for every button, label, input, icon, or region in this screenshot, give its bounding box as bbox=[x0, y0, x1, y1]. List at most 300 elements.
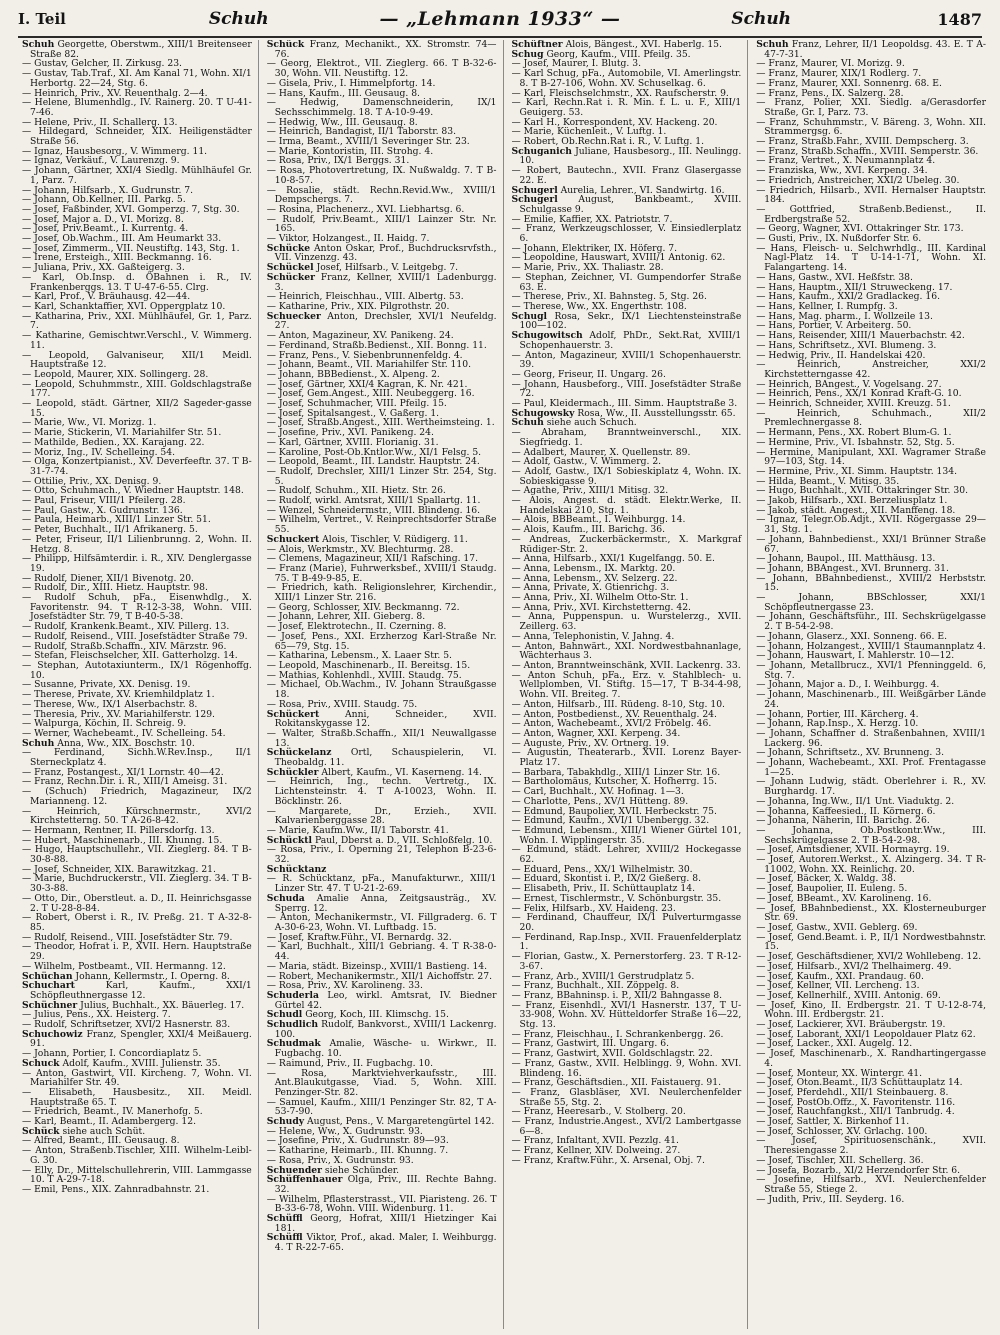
directory-entry bbox=[22, 331, 252, 350]
directory-entry bbox=[22, 845, 252, 864]
entry-text: Franz, Lehrer, II/1 Leopoldsg. 43. E. T A-47-7-31. bbox=[764, 40, 986, 60]
entry-text: — Emilie, Kaffier, XX. Patriotstr. 7. bbox=[511, 213, 673, 225]
entry-text: — Rudolf, Krankenk.Beamt., XIV. Pillerg. 13. bbox=[22, 621, 230, 633]
entry-text: — Johann, Maschinenarb., III. Weißgärber Lände 24. bbox=[756, 689, 986, 710]
directory-entry bbox=[22, 166, 252, 185]
entry-text: — Juliana, Priv., XX. Gaßteigerg. 3. bbox=[22, 262, 185, 274]
entry-text: — Josef, Schneider, XIX. Barawitzkag. 21. bbox=[22, 863, 216, 875]
column-3 bbox=[512, 40, 749, 1329]
entry-text: August, Bankbeamt., XVIII. Schulgasse 9. bbox=[519, 194, 742, 215]
entry-text: — Anton, Bahnwärt., XXI. Nordwestbahnanlage, Wächterhaus 3. bbox=[511, 640, 742, 662]
entry-surname: Schugl bbox=[511, 310, 548, 322]
entry-surname: Schücktl bbox=[266, 834, 313, 846]
directory-entry bbox=[22, 1088, 252, 1107]
directory-entry bbox=[756, 729, 986, 748]
directory-entry bbox=[512, 224, 742, 243]
entry-text: — Walter, Straßb.Schaffn., XII/1 Neuwallgasse 13. bbox=[266, 727, 497, 749]
directory-entry bbox=[512, 826, 742, 845]
entry-text: — Edmund, Baupolier, XVII. Herbeckstr. 75. bbox=[511, 805, 717, 817]
entry-text: — Rosa, Priv., XVIII. Staudg. 75. bbox=[266, 698, 418, 710]
entry-text: Alois, Bängest., XVI. Haberlg. 15. bbox=[565, 40, 722, 50]
entry-surname: Schuckert bbox=[266, 533, 320, 545]
directory-entry bbox=[512, 147, 742, 166]
keyword-left: Schuh bbox=[208, 9, 269, 29]
entry-text: — Margarete, Dr., Erzieh., XVII. Kalvarienberggasse 28. bbox=[266, 805, 497, 827]
entry-text: — Josef, Laborant, XXI/1 Leopoldauer Platz 62. bbox=[756, 1028, 976, 1040]
entry-text: — Robert, Ob.Rechn.Rat i. R., V. Luftg. 1. bbox=[511, 136, 705, 148]
entry-text: — Johann, Glaserz., XXI. Sonneng. 66. E. bbox=[756, 630, 947, 642]
entry-text: — Marie, Buchdruckerstr., VII. Zieglerg. 34. T B-30-3-88. bbox=[22, 873, 252, 895]
entry-text: — Alois, Angest. d. städt. Elektr.Werke, II. Handelskai 210, Stg. 1. bbox=[511, 495, 742, 516]
entry-text: — Leopold, Schuhmmstr., XIII. Goldschlagstraße 177. bbox=[22, 378, 252, 400]
page-header bbox=[18, 4, 982, 34]
entry-text: — Josef, Maurer, I. Blutg. 3. bbox=[511, 58, 641, 70]
directory-entry bbox=[267, 680, 497, 699]
entry-text: — Hans, Reisender, XIII/1 Mauerbachstr. 42. bbox=[756, 330, 965, 342]
entry-text: — Paul, Kleidermach., III. Simm. Hauptstraße 3. bbox=[511, 398, 738, 410]
entry-text: — Alois, BBBeamt., I. Weihburgg. 14. bbox=[511, 514, 686, 526]
entry-text: — Karl, Gärtner, XVIII. Florianig. 31. bbox=[266, 436, 439, 448]
entry-text: — Rudolf, Diener, XII/1 Bivenotg. 20. bbox=[22, 572, 194, 584]
entry-text: — Ignaz, Telegr.Ob.Adjt., XVII. Rögergasse 29—31, Stg. 1. bbox=[756, 514, 986, 536]
entry-text: — Karl H., Korrespondent, XV. Hackeng. 20. bbox=[511, 116, 718, 128]
entry-text: — Josef, Geschäftsdiener, XVI/2 Wohllebeng. 12. bbox=[756, 951, 982, 963]
entry-text: — Leopold, Galvaniseur, XII/1 Meidl. Hauptstraße 12. bbox=[22, 349, 252, 371]
page-title: — „Lehmann 1933“ — bbox=[379, 8, 621, 30]
entry-text: — Rosina, Plachenerz., XVI. Liebhartsg. 6. bbox=[266, 203, 465, 215]
entry-text: — Rudolf, Dir., XIII. Hietz. Hauptstr. 98. bbox=[22, 582, 208, 594]
entry-text: — Robert, Mechanikermstr., XII/1 Aichoffstr. 27. bbox=[266, 970, 493, 982]
entry-text: — Heinrich, Kürschnermstr., XVI/2 Kirchstetterng. 50. T A-26-8-42. bbox=[22, 805, 252, 827]
entry-text: — Hans, Fleisch- u. Selchwrhdlg., III. Kardinal Nagl-Platz 14. T U-14-1-71, Wohn. XI. Falangarteng. 14. bbox=[756, 242, 986, 274]
entry-text: Georg, Kaufm., VIII. Pfeilg. 35. bbox=[546, 48, 691, 60]
entry-text: — Johann, Gärtner, XXI/4 Siedlg. Mühlhäufel Gr. 1, Parz. 7. bbox=[22, 165, 252, 186]
entry-text: — Helene, Priv., II. Schallerg. 13. bbox=[22, 116, 178, 128]
entry-surname: Schuck bbox=[22, 1057, 60, 1069]
entry-text: — Therese, Ww., IX/1 Alserbachstr. 8. bbox=[22, 698, 198, 710]
directory-entry bbox=[756, 448, 986, 467]
entry-text: — Olga, Konzertpianist., XV. Deverfeeftr. 37. T B-31-7-74. bbox=[22, 456, 252, 477]
entry-text: — Anton, Postbedienst., XV. Reuenthalg. 24. bbox=[511, 708, 717, 720]
entry-surname: Schüffl bbox=[266, 1213, 303, 1225]
directory-entry bbox=[267, 942, 497, 961]
directory-entry bbox=[22, 593, 252, 622]
entry-text: — Franz, Gastwirt, XVII. Goldschlagstr. 22. bbox=[511, 1048, 713, 1060]
entry-text: — Franz, Straßb.Fahr., XVIII. Dempscherg. 3. bbox=[756, 136, 969, 148]
entry-text: — Therese, Priv., XI. Bahnsteg. 5, Stg. 26. bbox=[511, 291, 707, 303]
entry-surname: Schuender bbox=[266, 1164, 322, 1176]
entry-text: — Edmund, Kaufm., XVI/1 Ubenbergg. 32. bbox=[511, 815, 710, 827]
entry-text: — Ignaz, Verkäuf., V. Laurenzg. 9. bbox=[22, 155, 180, 167]
entry-text: — Helene, Ww., X. Gudrunstr. 93. bbox=[266, 1125, 423, 1137]
entry-text: — Josef, Gastw., XVII. Geblerg. 69. bbox=[756, 921, 918, 933]
entry-text: — Marie, Kontoristin, III. Strohg. 4. bbox=[266, 145, 434, 157]
directory-entry bbox=[267, 777, 497, 806]
entry-text: — Franz, Maurer, XIX/1 Rodlerg. 7. bbox=[756, 68, 922, 80]
directory-entry bbox=[22, 1185, 252, 1195]
entry-text: — Josef, Kellner, VII. Lercheng. 13. bbox=[756, 980, 920, 992]
entry-text: — Johann, Bahnbedienst., XXI/1 Brünner Straße 67. bbox=[756, 533, 986, 555]
entry-text: Georg, Koch, III. Klimschg. 15. bbox=[305, 1009, 449, 1021]
entry-text: — Adolf, Gastw., IX/1 Sobieskiplatz 4, Wohn. IX. Sobieskigasse 9. bbox=[511, 465, 742, 487]
entry-text: — Elisabeth, Priv., II. Schüttauplatz 14. bbox=[511, 883, 696, 895]
entry-text: — Karl, Ob.Insp. d. ÖBahnen i. R., IV. Frankenberggs. 13. T U-47-6-55. Clrg. bbox=[22, 271, 252, 293]
entry-surname: Schüftner bbox=[511, 40, 563, 50]
entry-text: — Philipp, Hilfsämterdir. i. R., XIV. Denglergasse 19. bbox=[22, 553, 252, 574]
entry-text: — Gustav, Tab.Traf., XI. Am Kanal 71, Wohn. XI/1 Herbortg. 22—24, Stg. 6. bbox=[22, 68, 252, 89]
directory-entry bbox=[22, 1146, 252, 1165]
entry-text: — Augustin, Theaterarb., XVII. Lorenz Bayer-Platz 17. bbox=[511, 747, 742, 769]
keyword-right: Schuh bbox=[731, 9, 792, 29]
entry-surname: Schugerl bbox=[511, 194, 558, 206]
directory-entry bbox=[756, 98, 986, 117]
entry-text: — Anna, Priv., XI. Wilhelm Otto-Str. 1. bbox=[511, 592, 689, 604]
directory-entry bbox=[267, 40, 497, 59]
entry-text: — Karl, Beamt., II. Adambergerg. 12. bbox=[22, 1116, 197, 1128]
entry-text: — Franz, Kraftw.Führ., X. Arsenal, Obj. 7. bbox=[511, 1154, 705, 1166]
entry-surname: Schück bbox=[22, 1125, 60, 1137]
entry-text: — Johanna, Ing.Ww., II/1 Unt. Viaduktg. 2. bbox=[756, 795, 955, 807]
entry-text: — Johann Ludwig, städt. Oberlehrer i. R., XV. Burghardg. 17. bbox=[756, 776, 986, 798]
entry-text: — Johanna, Näherin, III. Barichg. 26. bbox=[756, 815, 930, 827]
entry-text: — Franz, Pens., V. Siebenbrunnenfeldg. 4. bbox=[266, 349, 463, 361]
directory-entry bbox=[22, 40, 252, 59]
column-1 bbox=[22, 40, 259, 1329]
entry-text: — Therese, Private, XV. Kriemhildplatz 1. bbox=[22, 689, 215, 701]
entry-text: — Franz, Eisenhdl., XVI/1 Hasnerstr. 137, T U-33-908, Wohn. XV. Hütteldorfer Straße 16—22, Stg. 13. bbox=[511, 999, 742, 1031]
entry-text: — Josef, Elektrotechn., II. Czerning. 8. bbox=[266, 621, 447, 633]
directory-entry bbox=[267, 991, 497, 1010]
entry-text: — Rudolf, Drechsler, XIII/1 Linzer Str. 254, Stg. 5. bbox=[266, 465, 497, 487]
directory-entry bbox=[512, 331, 742, 350]
entry-text: — Josef, Faßbinder, XVI. Gomperzg. 7, Stg. 30. bbox=[22, 203, 240, 215]
entry-surname: Schuchowiz bbox=[22, 1028, 83, 1040]
entry-text: Franz, Spengler, XXI/4 Meißauerg. 91. bbox=[30, 1028, 252, 1050]
entry-text: — Josef, Oton.Beamt., II/3 Schüttauplatz 14. bbox=[756, 1077, 963, 1089]
entry-text: — Ferdinand, Rap.Insp., XVII. Frauenfelderplatz 1. bbox=[511, 931, 742, 953]
entry-text: Rosa, Sekr., IX/1 Liechtensteinstraße 100—102. bbox=[519, 310, 742, 332]
directory-entry bbox=[22, 351, 252, 370]
entry-text: — Judith, Priv., III. Seyderg. 16. bbox=[756, 1193, 905, 1205]
entry-text: — Ernest, Tischlermstr., V. Schönburgstr. 35. bbox=[511, 892, 722, 904]
page-number: 1487 bbox=[937, 9, 982, 29]
entry-text: — Gusti, Priv., IX. Nußdorfer Str. 6. bbox=[756, 233, 922, 245]
entry-text: — Johann, Schriftsetz., XV. Brunneng. 3. bbox=[756, 747, 945, 759]
directory-entry bbox=[267, 515, 497, 534]
directory-entry bbox=[756, 205, 986, 224]
entry-text: — Anna, Priv., XVI. Kirchstetterng. 42. bbox=[511, 601, 691, 613]
entry-text: — Johann, Hauswart, I. Mahlerstr. 10—12. bbox=[756, 650, 955, 662]
entry-text: — Josefine, Priv., XVI. Panikeng. 24. bbox=[266, 427, 434, 439]
entry-text: — Franz, Infaltant, XVII. Pezzlg. 41. bbox=[511, 1135, 679, 1147]
entry-text: — Josef, Hilfsarb., XVI/2 Thelhaimerg. 49. bbox=[756, 960, 952, 972]
entry-text: — Josef, Zimmerm., VII. Neustiftg. 143, Stg. 1. bbox=[22, 242, 240, 254]
entry-text: — Peter, Buchhalt., II/1 Afrikanerg. 5. bbox=[22, 524, 198, 536]
entry-text: — Katharina, Lebensm., X. Laaer Str. 5. bbox=[266, 650, 452, 662]
directory-entry bbox=[22, 807, 252, 826]
directory-entry bbox=[512, 312, 742, 331]
entry-text: — Wilhelm, Vertret., V. Reinprechtsdorfer Straße 55. bbox=[266, 514, 497, 536]
directory-entry bbox=[512, 1001, 742, 1030]
entry-text: Ortl, Schauspielerin, VI. Theobaldg. 11. bbox=[274, 747, 497, 769]
entry-text: — Johann, Elektriker, IX. Höferg. 7. bbox=[511, 242, 678, 254]
entry-text: — Johann, Baupol., III. Matthäusg. 13. bbox=[756, 553, 936, 565]
entry-text: — Carl, Buchhalt., XV. Hofinag. 1—3. bbox=[511, 786, 684, 798]
entry-text: — Walpurga, Köchin, II. Schreig. 9. bbox=[22, 718, 187, 730]
entry-text: — Josef, Monteur, XX. Wintergr. 41. bbox=[756, 1067, 923, 1079]
directory-entry bbox=[756, 535, 986, 554]
entry-text: — Karl, Rechn.Rat i. R. Min. f. L. u. F., XIII/1 Geuigerg. 53. bbox=[511, 97, 742, 118]
entry-text: — Johann, Wachebeamt., XXI. Prof. Frentagasse 1—25. bbox=[756, 757, 986, 778]
entry-text: — Heinrich, BAngest., V. Vogelsang. 27. bbox=[756, 378, 942, 390]
directory-entry bbox=[267, 166, 497, 185]
entry-text: — Franz, Arb., XVIII/1 Gerstrudplatz 5. bbox=[511, 970, 695, 982]
entry-text: — Heinrich, Anstreicher, XXI/2 Kirchstetterngasse 42. bbox=[756, 359, 986, 380]
directory-entry bbox=[267, 1020, 497, 1039]
entry-text: — Abraham, Branntweinverschl., XIX. Siegfriedg. 1. bbox=[511, 427, 742, 448]
entry-text: — Karl, Buchhalt., XIII/1 Gebriang. 4. T R-38-0-44. bbox=[266, 941, 497, 963]
entry-text: Amalie, Wäsche- u. Wirkwr., II. Fugbachg. 10. bbox=[274, 1038, 497, 1060]
entry-text: — Stefan, Fleischselcher, XII. Gatterholzg. 14. bbox=[22, 650, 238, 662]
entry-text: — Charlotte, Pens., XV/1 Hütteng. 89. bbox=[511, 795, 689, 807]
entry-text: — Felix, Hilfsarb., XV. Haideng. 23. bbox=[511, 902, 676, 914]
entry-text: — Alois, Werkmstr., XV. Blechturmg. 28. bbox=[266, 543, 454, 555]
entry-text: — Josef, Lackierer, XVI. Bräubergstr. 19. bbox=[756, 1019, 946, 1031]
entry-text: — Otto, Dir., Oberstleut. a. D., II. Heinrichsgasse 2. T U-28-8-84. bbox=[22, 892, 252, 914]
entry-surname: Schudmak bbox=[266, 1038, 321, 1050]
entry-text: — Michael, Ob.Wachm., IV. Johann Straußgasse 18. bbox=[266, 679, 497, 701]
entry-text: siehe auch Schuch. bbox=[546, 417, 637, 429]
directory-entry bbox=[512, 273, 742, 292]
entry-text: — Heinrich, Pens., XX/1 Konrad Kraft-G. 10. bbox=[756, 388, 962, 400]
entry-text: — Rudolf, Schriftsetzer, XVI/2 Hasnerstr. 83. bbox=[22, 1019, 231, 1031]
entry-text: Anni, Schneider., XVII. Rokitanskygasse 12. bbox=[274, 708, 497, 730]
directory-entry bbox=[756, 593, 986, 612]
entry-text: — Marie, Küchenleit., V. Luftg. 1. bbox=[511, 126, 667, 138]
header-rule bbox=[18, 36, 982, 38]
directory-entry bbox=[512, 1117, 742, 1136]
entry-text: — Josef, Ob.Wachm., III. Am Heumarkt 33. bbox=[22, 233, 222, 245]
entry-text: — Paul, Friseur, VIII/1 Pfeilerg. 28. bbox=[22, 495, 186, 507]
entry-surname: Schüchner bbox=[22, 999, 78, 1011]
directory-entry bbox=[756, 574, 986, 593]
entry-text: — Hermine, Priv., XI. Simm. Hauptstr. 134. bbox=[756, 465, 957, 477]
directory-entry bbox=[22, 535, 252, 554]
entry-text: — Johann, BBSchlosser, XXI/1 Schöpfleutnergasse 23. bbox=[756, 592, 986, 613]
directory-entry bbox=[756, 661, 986, 680]
entry-text: — Franz, Kellner, XIV. Dolweing. 27. bbox=[511, 1145, 681, 1157]
entry-text: — Rosalie, städt. Rechn.Revid.Ww., XVIII/1 Dempschergs. 7. bbox=[266, 184, 497, 206]
entry-text: — Josef, Rauchfangkst., XII/1 Tanbrudg. 4. bbox=[756, 1106, 955, 1118]
entry-text: — Hubert, Maschinenarb., III. Khunng. 15. bbox=[22, 834, 223, 846]
directory-entry bbox=[267, 186, 497, 205]
entry-text: Julius, Buchhalt., XX. Bäuerleg. 17. bbox=[80, 999, 245, 1011]
directory-entry bbox=[22, 787, 252, 806]
entry-text: — Franz, Vertret., X. Neumannplatz 4. bbox=[756, 155, 936, 167]
entry-text: — Franz, Straßb.Schaffn., XVIII. Semperstr. 36. bbox=[756, 145, 979, 157]
entry-text: — Josefa, Bozarb., XI/2 Herzendorfer Str. 6. bbox=[756, 1164, 961, 1176]
entry-surname: Schüchan bbox=[22, 970, 73, 982]
part-label: I. Teil bbox=[18, 10, 66, 28]
directory-entry bbox=[512, 195, 742, 214]
entry-text: — Andreas, Zuckerbäckermstr., X. Markgraf Rüdiger-Str. 2. bbox=[511, 533, 742, 555]
entry-surname: Schuh bbox=[22, 737, 55, 749]
entry-text: — Viktor, Holzangest., II. Haidg. 7. bbox=[266, 233, 430, 245]
entry-text: — Friedrich, Beamt., IV. Manerhofg. 5. bbox=[22, 1106, 203, 1118]
entry-text: — Hans, Schriftsetz., XVI. Blumeng. 3. bbox=[756, 339, 937, 351]
entry-text: — Franz, Industrie.Angest., XVI/2 Lambertgasse 6—8. bbox=[511, 1116, 742, 1137]
entry-surname: Schücke bbox=[266, 242, 311, 254]
entry-text: — Heinrich, Schuhmach., XII/2 Premlechnergasse 8. bbox=[756, 407, 986, 429]
entry-text: — Heinrich, Bandagist, II/1 Taborstr. 83. bbox=[266, 126, 457, 138]
directory-entry bbox=[22, 1069, 252, 1088]
entry-text: — Josef, Pferdehdl., XII/1 Steinbauerg. 8. bbox=[756, 1086, 949, 1098]
entry-surname: Schückelanz bbox=[266, 747, 332, 759]
entry-text: — Elly, Dr., Mittelschullehrerin, VIII. Lammgasse 10. T A-29-7-18. bbox=[22, 1164, 252, 1186]
entry-text: — Johann, Hilfsarb., X. Gudrunstr. 7. bbox=[22, 184, 194, 196]
entry-text: — Stephan, Zeichner, VI. Gumpendorfer Straße 63. E. bbox=[511, 271, 742, 293]
entry-text: August, Pens., V. Margaretengürtel 142. bbox=[307, 1116, 495, 1128]
entry-text: — Jakob, Hilfsarb., XXI. Berzeliusplatz 1. bbox=[756, 495, 948, 507]
directory-entry bbox=[756, 933, 986, 952]
directory-entry bbox=[267, 1098, 497, 1117]
entry-text: — Edmund, Lebensm., XIII/1 Wiener Gürtel 101, Wohn. I. Wipplingerstr. 35. bbox=[511, 824, 742, 846]
entry-text: — Johann, Lehrer, XII. Gieberg. 8. bbox=[266, 611, 426, 623]
entry-text: — Ferdinand, Sichh.W.Rev.Insp., II/1 Sterneckplatz 4. bbox=[22, 747, 252, 769]
directory-entry bbox=[22, 661, 252, 680]
entry-text: — Friedrich, kath. Religionslehrer, Kirchendir., XIII/1 Linzer Str. 216. bbox=[266, 582, 497, 604]
entry-text: — Johann, Metallbrucz., XVI/1 Pfenninggeld. 6, Stg. 7. bbox=[756, 660, 986, 681]
directory-entry bbox=[22, 1166, 252, 1185]
entry-text: — Alois, Kaufm., III. Barichg. 36. bbox=[511, 524, 666, 536]
entry-text: — Franz, Pens., IX. Salzerg. 28. bbox=[756, 87, 904, 99]
entry-text: Rosa, Ww., II. Ausstellungsstr. 65. bbox=[577, 407, 736, 419]
entry-surname: Schugowitsch bbox=[511, 330, 583, 342]
entry-text: — Anna, Lebensm., XV. Selzerg. 22. bbox=[511, 572, 678, 584]
directory-entry bbox=[22, 399, 252, 418]
entry-text: — Emil, Pens., XIX. Zahnradbahnstr. 21. bbox=[22, 1183, 210, 1195]
entry-text: Franz, Mechanikt., XX. Stromstr. 74—76. bbox=[274, 40, 497, 60]
entry-text: — Wenzel, Schneidermstr., VIII. Blindeng. 16. bbox=[266, 504, 481, 516]
entry-text: — Johann, BBahnbedienst., XVIII/2 Herbststr. 15. bbox=[756, 572, 986, 594]
entry-text: — Franz, Schuhmmstr., V. Bäreng. 3, Wohn. XII. Strammergsg. 6. bbox=[756, 116, 986, 138]
entry-text: — Karoline, Post-Ob.Kntlor.Ww., XI/1 Felsg. 5. bbox=[266, 446, 482, 458]
entry-text: — Anton, Straßenb.Tischler, XIII. Wilhelm-Leibl-G. 30. bbox=[22, 1145, 252, 1166]
entry-text: — Johann, Holzangest., XVIII/1 Staumannplatz 4. bbox=[756, 640, 986, 652]
entry-text: — Johann, Major a. D., I. Weihburgg. 4. bbox=[756, 679, 940, 691]
entry-surname: Schug bbox=[511, 48, 544, 60]
entry-text: — Marie, Stickerin, VI. Mariahilfer Str. 51. bbox=[22, 427, 222, 439]
entry-text: — Hermann, Rentner, II. Pillersdorfg. 13. bbox=[22, 824, 215, 836]
entry-text: — Ferdinand, Chauffeur, IX/1 Pulverturmgasse 20. bbox=[511, 912, 742, 933]
directory-entry bbox=[756, 826, 986, 845]
entry-text: — Josef, Maschinenarb., X. Randhartingergasse 4. bbox=[756, 1048, 986, 1069]
entry-text: — Raimund, Priv., II. Fugbachg. 10. bbox=[266, 1057, 434, 1069]
entry-text: — Johann, Rap.Insp., X. Herzg. 10. bbox=[756, 718, 919, 730]
entry-text: — Theodor, Hofrat i. P., XVII. Hern. Hauptstraße 29. bbox=[22, 941, 252, 963]
entry-text: — Leopold, Beamt., III. Landstr. Hauptstr. 24. bbox=[266, 456, 480, 468]
entry-text: — Paul, Gastw., X. Gudrunstr. 136. bbox=[22, 504, 183, 516]
directory-entry bbox=[512, 1156, 742, 1166]
entry-text: — Hans, Kaufm., III. Geusaug. 8. bbox=[266, 87, 420, 99]
entry-text: — Anton, Hilfsarb., III. Rüdeng. 8-10, Stg. 10. bbox=[511, 698, 725, 710]
entry-text: Paul, Dberst a. D., VII. Schloßfelg. 10. bbox=[314, 834, 493, 846]
entry-text: — Mathilde, Bedien., XX. Karajang. 22. bbox=[22, 436, 205, 448]
entry-text: — Bartholomäus, Kutscher, X. Hofherrg. 15. bbox=[511, 776, 718, 788]
entry-surname: Schuh bbox=[511, 417, 544, 429]
entry-text: — Josef, Autoreп.Werkst., X. Alzingerg. 34. T R-11002, Wohn. XX. Reinlichg. 20. bbox=[756, 854, 986, 875]
directory-entry bbox=[267, 874, 497, 893]
directory-entry bbox=[22, 894, 252, 913]
entry-text: — Hedwig, Ww., III. Geusaug. 8. bbox=[266, 116, 418, 128]
entry-text: — Karl, Prof., V. Bräuhausg. 42—44. bbox=[22, 291, 191, 303]
entry-text: — Elisabeth, Hausbesitz., XII. Meidl. Hauptstraße 65. T. bbox=[22, 1086, 252, 1108]
entry-text: — Theresia, Priv., XV. Mariahilferstr. 129. bbox=[22, 708, 215, 720]
entry-text: — Robert, Bautechn., XVII. Franz Glasergasse 22. E. bbox=[511, 165, 742, 186]
entry-text: — Franz, Gastw., XVII. Helblingg. 9, Wohn. XVI. Blindeng. 16. bbox=[511, 1057, 742, 1079]
entry-text: — Georg, Friseur, II. Ungarg. 26. bbox=[511, 368, 666, 380]
entry-text: — Samuel, Kaufm., XIII/1 Penzinger Str. 82, T A-53-7-90. bbox=[266, 1096, 497, 1118]
directory-entry bbox=[512, 845, 742, 864]
directory-entry bbox=[22, 457, 252, 476]
directory-entry bbox=[512, 1059, 742, 1078]
directory-entry bbox=[756, 612, 986, 631]
entry-text: — Mathias, Kohlenhdl., XVIII. Staudg. 75. bbox=[266, 669, 462, 681]
entry-text: — Edmund, städt. Lehrer, XVIII/2 Hockegasse 62. bbox=[511, 844, 742, 866]
entry-text: siehe Schünder. bbox=[324, 1164, 400, 1176]
entry-text: — Franz, Polier, XXI. Siedlg. a/Gerasdorfer Straße, Gr. I, Parz. 73. bbox=[756, 97, 986, 118]
directory-entry bbox=[512, 496, 742, 515]
directory-entry bbox=[267, 1039, 497, 1058]
entry-text: — Friedrich, Anstreicher, XXI/2 Ubeleg. 30. bbox=[756, 174, 960, 186]
directory-entry bbox=[22, 942, 252, 961]
directory-entry bbox=[756, 1001, 986, 1020]
directory-entry bbox=[756, 777, 986, 796]
entry-text: — Franz, Glasbläser, XVI. Neulerchenfelder Straße 55, Stg. 2. bbox=[511, 1086, 742, 1108]
entry-text: — Johann, Schaffner d. Straßenbahnen, XVIII/1 Lackerg. 96. bbox=[756, 727, 986, 749]
entry-text: Georgette, Oberstwm., XIII/1 Breitenseer Straße 82. bbox=[30, 40, 252, 60]
entry-text: — Leopold, Maurer, XIX. Sollingerg. 28. bbox=[22, 368, 209, 380]
entry-text: — Gisela, Priv., I. Himmelpfortg. 14. bbox=[266, 77, 436, 89]
entry-text: — Anton, Gastwirt, VII. Kircheng. 7, Wohn. VI. Mariahilfer Str. 49. bbox=[22, 1067, 252, 1089]
entry-text: — Johann, Geschäftsführ., III. Sechskrügelgasse 2. T B-54-2-98. bbox=[756, 611, 986, 633]
entry-text: — Maria, städt. Bizeinsp., XVIII/1 Bastieng. 14. bbox=[266, 960, 488, 972]
entry-text: — Josef, BBahnbedienst., XX. Klosterneuburger Str. 69. bbox=[756, 902, 986, 924]
entry-text: — Karl, Schanktaffier, XVI. Oppergplatz 10. bbox=[22, 300, 226, 312]
entry-text: — Anna, Telephonistin, V. Jahng. 4. bbox=[511, 630, 675, 642]
entry-text: — Gustav, Gelcher, II. Zirkusg. 23. bbox=[22, 58, 182, 70]
entry-surname: Schücktanz bbox=[266, 863, 327, 875]
entry-text: — Johann, Ob.Kellner, III. Parkg. 5. bbox=[22, 194, 186, 206]
entry-text: — Wilhelm, Postbeamt., VII. Hermanng. 12. bbox=[22, 960, 226, 972]
entry-text: Karl, Kaufm., XXI/1 Schöpfleuthnergasse 12. bbox=[30, 980, 252, 1001]
entry-surname: Schüffenhauer bbox=[266, 1174, 343, 1186]
directory-entry bbox=[22, 273, 252, 292]
entry-text: Alois, Tischler, V. Rüdigerg. 11. bbox=[322, 533, 468, 545]
entry-surname: Schudl bbox=[266, 1009, 303, 1021]
entry-surname: Schugerl bbox=[511, 184, 558, 196]
entry-text: — Jakob, städt. Angest., XII. Manffeng. 18. bbox=[756, 504, 956, 516]
entry-text: — Stephan, Autotaxiunterm., IX/1 Rögenhoffg. 10. bbox=[22, 660, 252, 681]
entry-text: — Hilda, Beamt., V. Mitisg. 35. bbox=[756, 475, 900, 487]
entry-text: Viktor, Prof., akad. Maler, I. Weihburgg. 4. T R-22-7-65. bbox=[274, 1232, 497, 1254]
entry-text: — Rudolf Schuh, pFa., Eisenwhdlg., X. Favoritenstr. 94. T R-12-3-38, Wohn. VIII. Josefstädter Str. 79, T B-40-5-38. bbox=[22, 592, 252, 623]
entry-text: — Josef, Kellnerhilf., XVIII. Antonig. 69. bbox=[756, 989, 941, 1001]
entry-text: — Josef, Spirituosenschänk., XVII. Theresiengasse 2. bbox=[756, 1135, 986, 1157]
entry-text: — Franziska, Ww., XVI. Kerpeng. 34. bbox=[756, 165, 928, 177]
entry-text: — Hans, Portier, V. Arbeiterg. 50. bbox=[756, 320, 912, 332]
entry-text: — Ottilie, Priv., XX. Denisg. 9. bbox=[22, 475, 162, 487]
